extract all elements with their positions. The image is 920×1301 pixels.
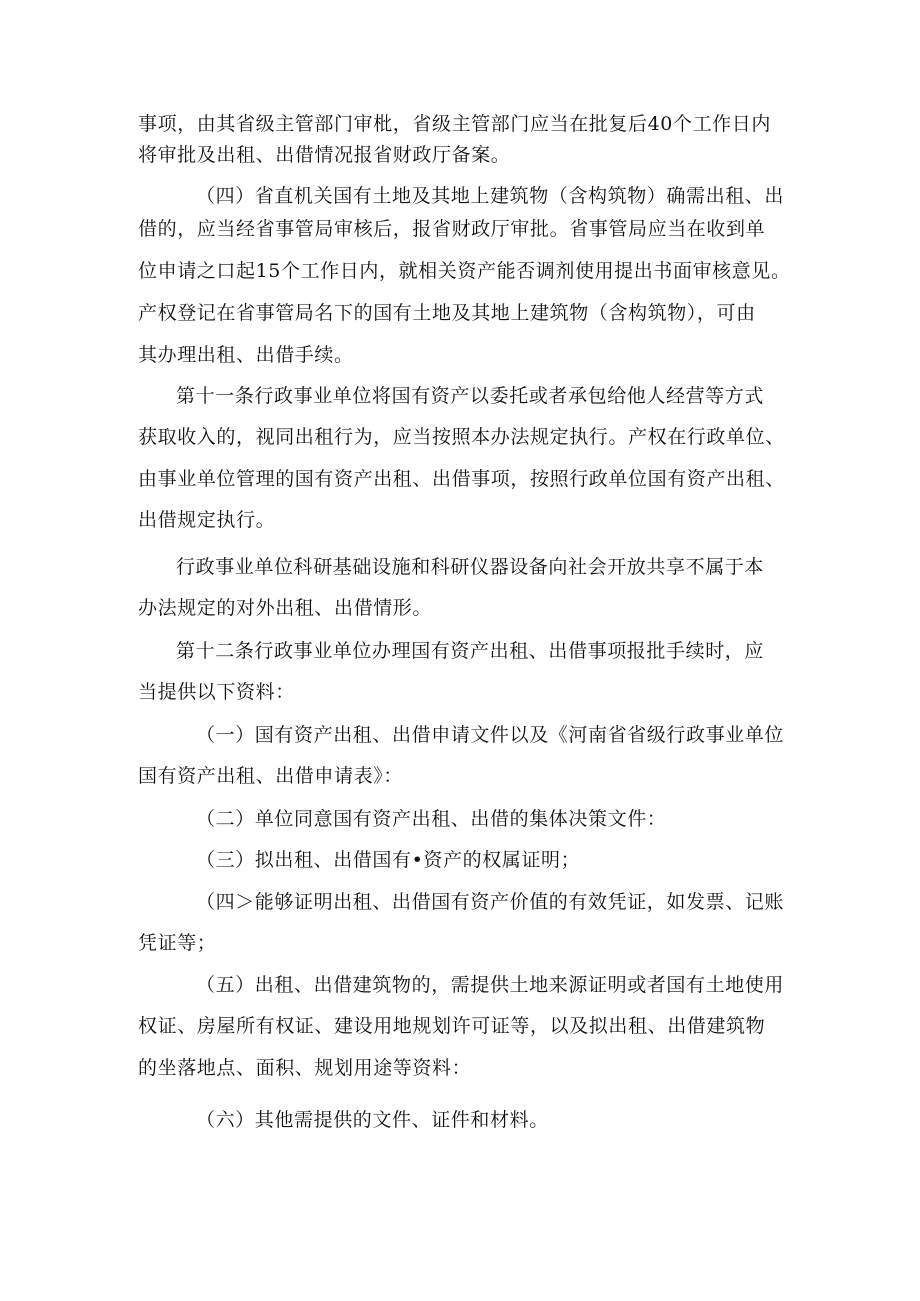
text-line: （一）国有资产出租、出借申请文件以及《河南省省级行政事业单位	[196, 724, 785, 746]
text-line: 当提供以下资料：	[138, 681, 295, 703]
text-line: 产权登记在省事管局名下的国有土地及其地上建筑物（含构筑物），可由	[138, 302, 756, 324]
text-line: 事项，由其省级主管部门审枇，省级主管部门应当在批复后40个工作日内	[138, 113, 771, 135]
text-line: （三）拟出租、出借国有•资产的权属证明；	[196, 849, 581, 871]
text-line: 位申请之口起15个工作日内，就相关资产能否调剂使用提出书面审核意见。	[138, 260, 791, 282]
text-line: 其办理出租、出借手续。	[138, 344, 354, 366]
text-line: 权证、房屋所有权证、建设用地规划许可证等，以及拟出租、出借建筑物	[138, 1015, 766, 1037]
text-line: 出借规定执行。	[138, 509, 276, 531]
text-line: 凭证等；	[138, 932, 217, 954]
text-line: （六）其他需提供的文件、证件和材料。	[196, 1109, 549, 1131]
text-line: 办法规定的对外出租、出借情形。	[138, 597, 433, 619]
text-line: （四）省直机关国有土地及其地上建筑物（含构筑物）确需出租、出	[196, 185, 785, 207]
text-line: 第十二条行政事业单位办理国有资产出租、出借事项报批手续时，应	[176, 640, 765, 662]
text-line: 国有资产出租、出借申请表》：	[138, 765, 403, 787]
text-line: （四＞能够证明出租、出借国有资产价值的有效凭证，如发票、记账	[196, 891, 785, 913]
text-line: （五）出租、出借建筑物的，需提供土地来源证明或者国有土地使用	[196, 974, 785, 996]
text-line: （二）单位同意国有资产出租、出借的集体决策文件：	[196, 808, 667, 830]
text-line: 第十一条行政事业单位将国有资产以委托或者承包给他人经营等方式	[176, 385, 765, 407]
text-line: 将审批及出租、出借情况报省财政厅备案。	[138, 144, 511, 166]
text-line: 借的，应当经省事管局审核后，报省财政厅审批。省事管局应当在收到单	[138, 218, 766, 240]
text-line: 行政事业单位科研基础设施和科研仪器设备向社会开放共享不属于本	[176, 556, 765, 578]
text-line: 由事业单位管理的国有资产出租、出借事项，按照行政单位国有资产出租、	[138, 468, 785, 490]
text-line: 获取收入的，视同出租行为，应当按照本办法规定执行。产权在行政单位、	[138, 426, 785, 448]
text-line: 的坐落地点、面积、规划用途等资料：	[138, 1057, 472, 1079]
